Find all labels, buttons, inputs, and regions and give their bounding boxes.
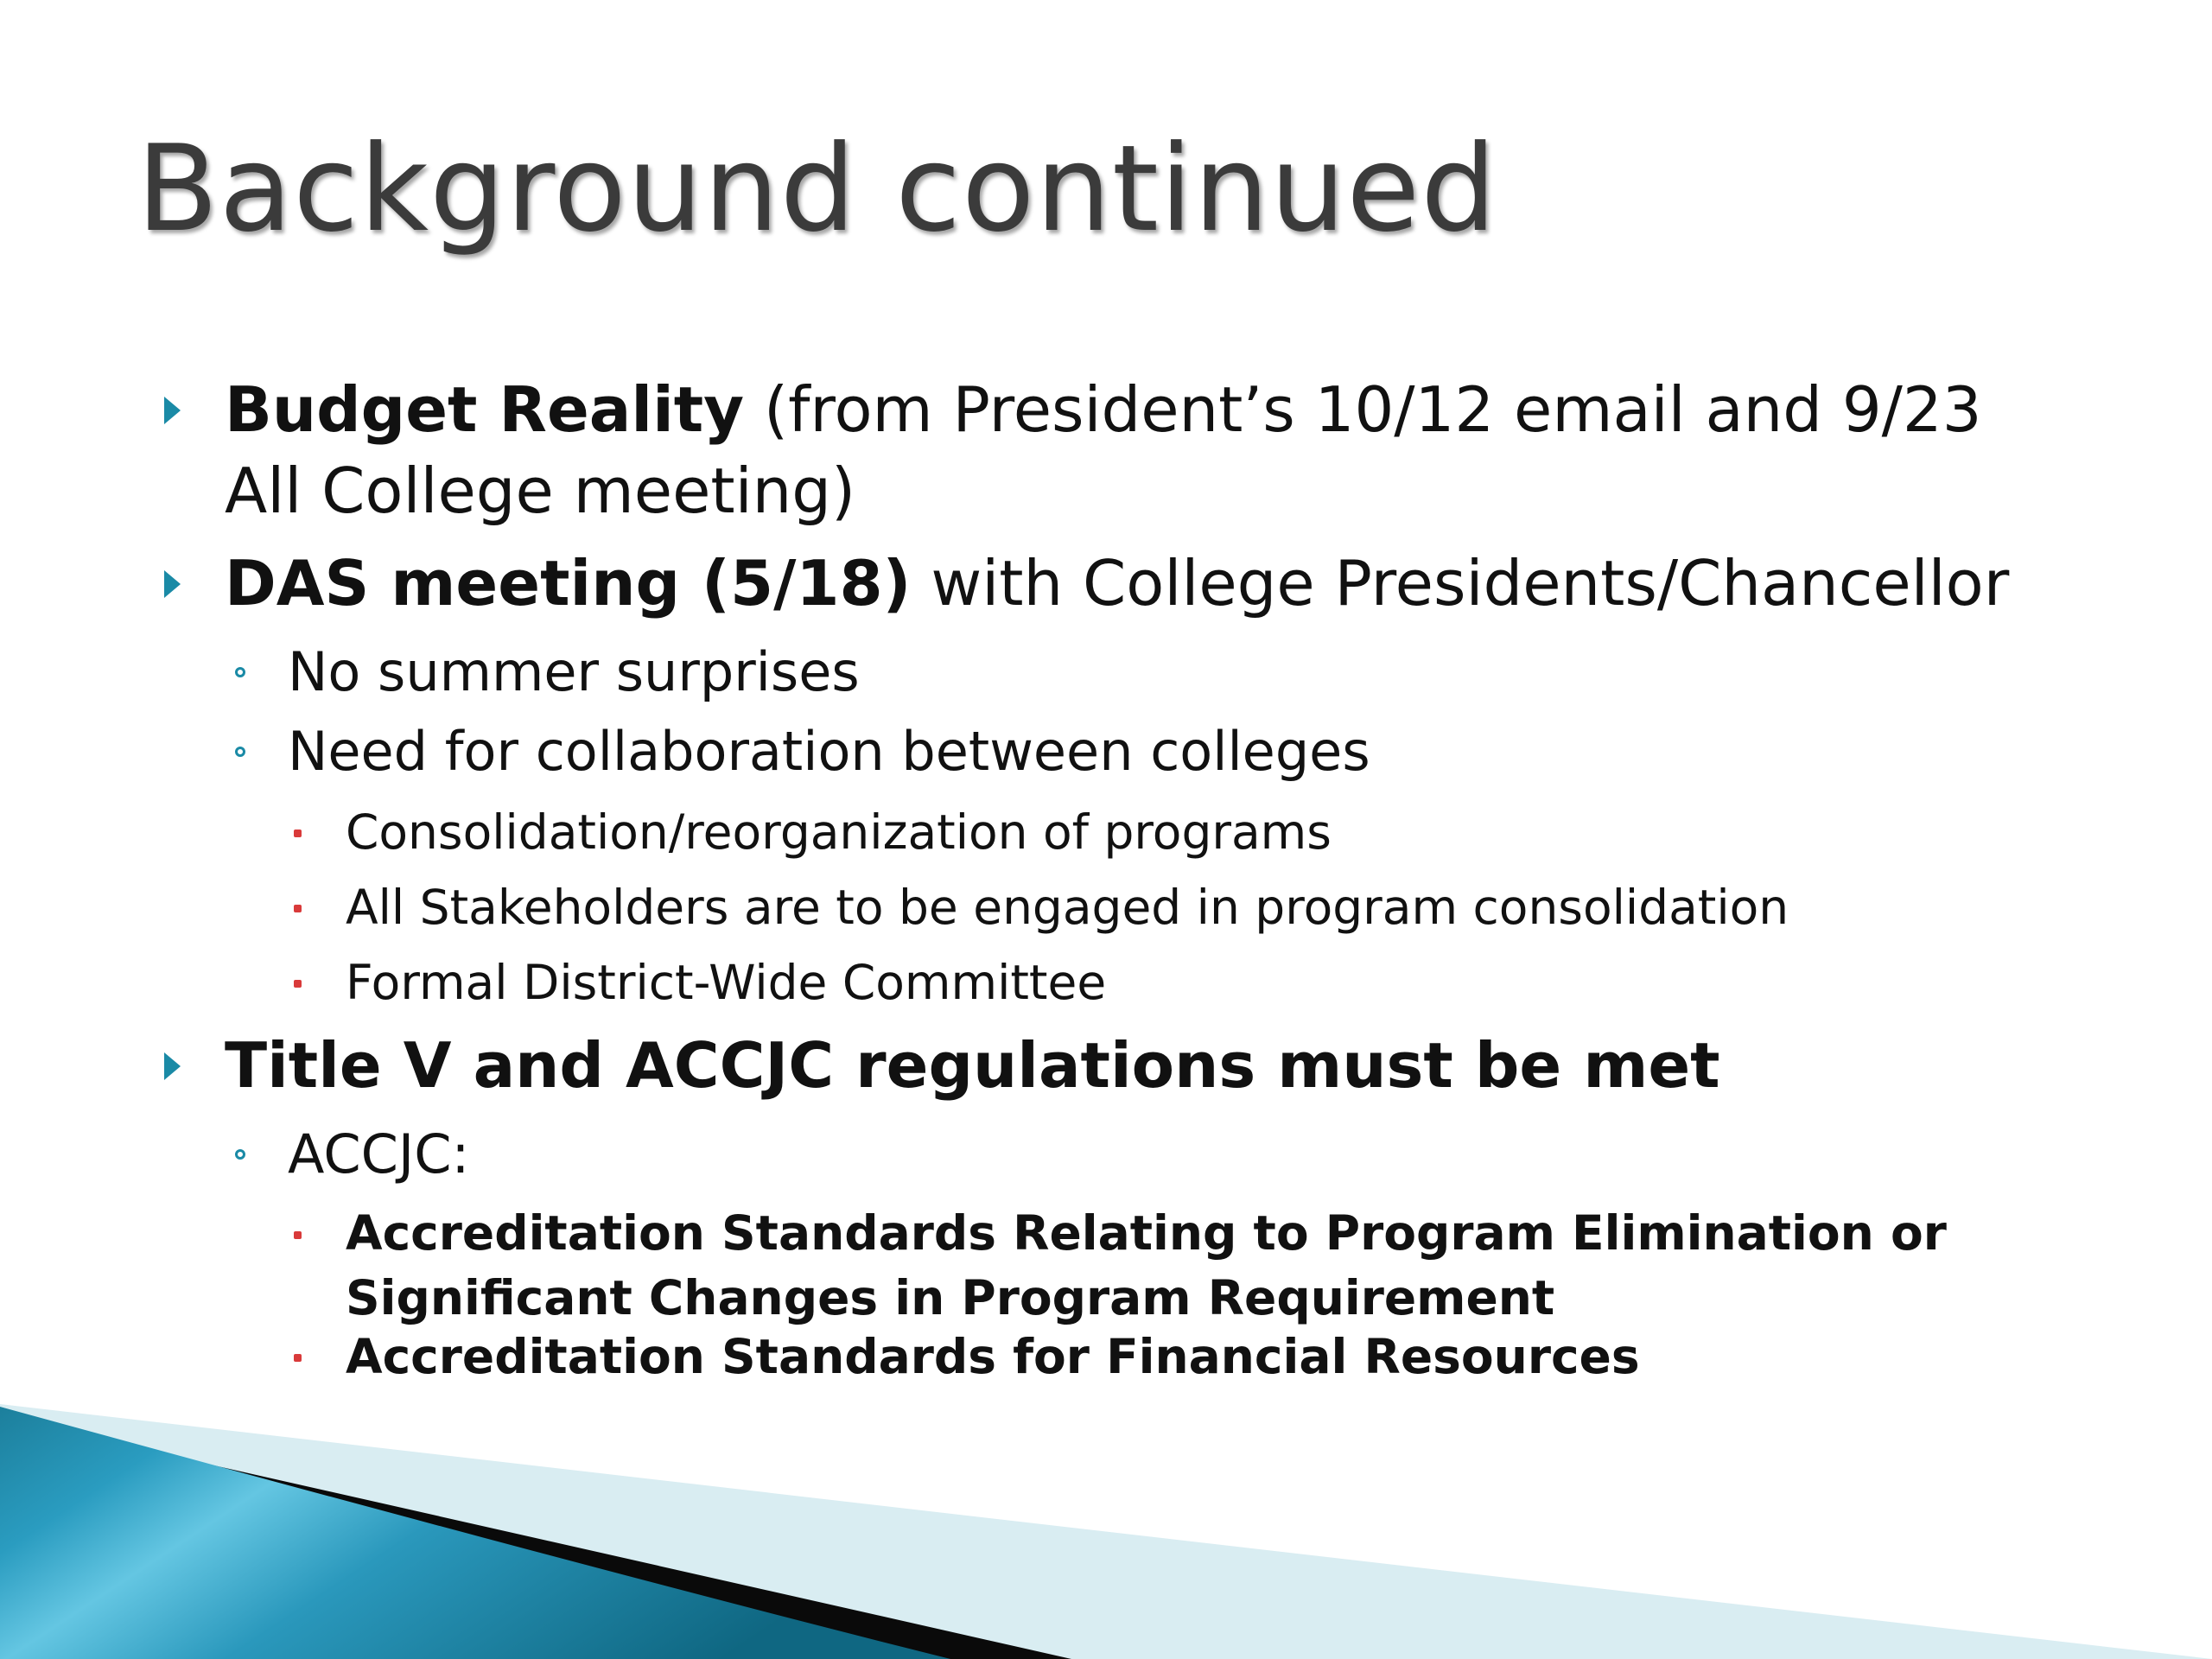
sub-sub-bullet-financial-resources: Accreditation Standards for Financial Resources [346,1329,1640,1384]
sub-sub-bullet-dot-icon [294,980,302,988]
bullet-item-title-v: Title V and ACCJC regulations must be met [225,1029,1720,1102]
bullet-item-budget-reality [225,369,1982,450]
sub-sub-bullet-program-elimination-continued: Significant Changes in Program Requirement [346,1270,1555,1325]
sub-sub-bullet-stakeholders: All Stakeholders are to be engaged in program consolidation [346,880,1789,935]
bullet-item-budget-reality-continued [225,450,855,531]
slide-title: Background continued [137,119,1497,258]
sub-bullet-no-summer-surprises: No summer surprises [288,640,860,703]
bullet-triangle-icon [164,397,181,424]
bullet-bold-text: DAS meeting (5/18) [225,547,912,620]
bullet-item-das-meeting [225,543,2009,624]
sub-bullet-accjc: ACCJC: [288,1122,470,1185]
bullet-triangle-icon [164,1052,181,1080]
bullet-text: (from President’s 10/12 email and 9/23 [744,373,1982,446]
sub-bullet-collaboration: Need for collaboration between colleges [288,720,1370,783]
sub-sub-bullet-dot-icon [294,830,302,837]
sub-sub-bullet-dot-icon [294,1354,302,1362]
sub-bullet-ring-icon [235,1149,245,1160]
bullet-bold-text: Budget Reality [225,373,745,446]
sub-bullet-ring-icon [235,747,245,757]
sub-bullet-ring-icon [235,667,245,677]
sub-sub-bullet-consolidation: Consolidation/reorganization of programs [346,804,1332,860]
bullet-triangle-icon [164,570,181,598]
bullet-text: with College Presidents/Chancellor [911,547,2010,620]
sub-sub-bullet-dot-icon [294,1231,302,1239]
sub-sub-bullet-dot-icon [294,905,302,912]
sub-sub-bullet-committee: Formal District-Wide Committee [346,955,1107,1010]
sub-sub-bullet-program-elimination: Accreditation Standards Relating to Program Elimination or [346,1205,1947,1261]
bullet-text: All College meeting) [225,454,856,527]
